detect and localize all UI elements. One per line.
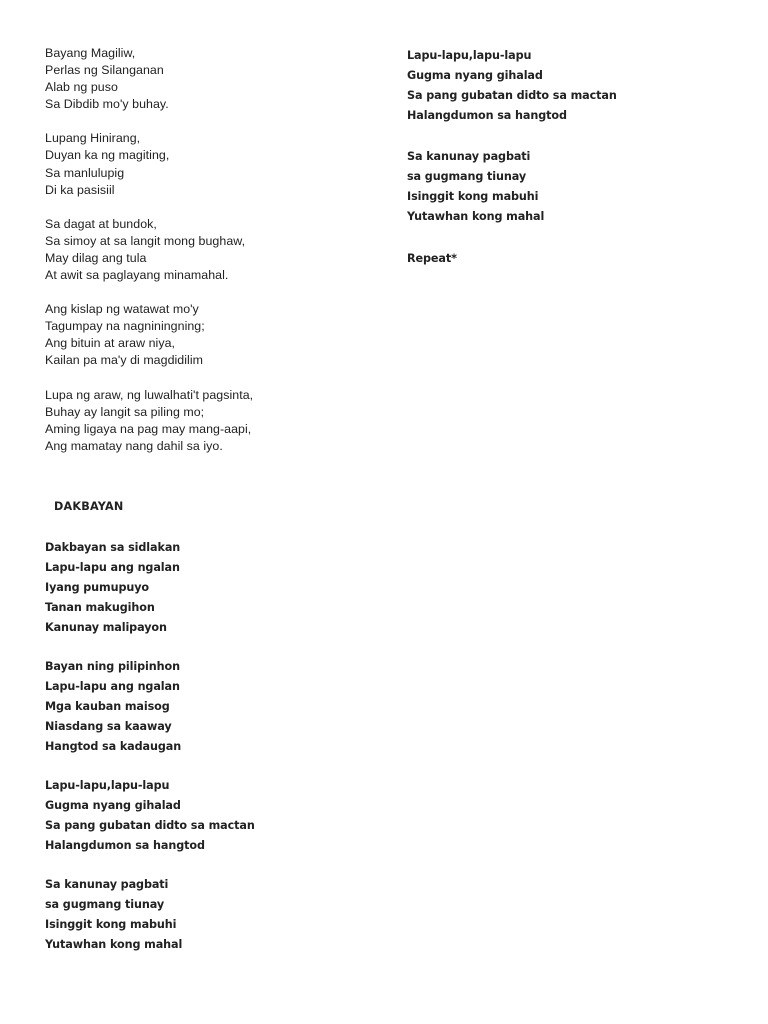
lyric-line: sa gugmang tiunay [45, 898, 165, 911]
lyric-line: Sa kanunay pagbati [45, 878, 169, 891]
lyric-line: Ang kislap ng watawat mo'y [45, 302, 199, 317]
lyric-line: Bayan ning pilipinhon [45, 660, 180, 673]
stanza [45, 130, 375, 198]
lyric-line: Lapu-lapu,lapu-lapu [407, 49, 532, 62]
lyric-line: Lupang Hinirang, [45, 131, 141, 146]
lyric-line: Buhay ay langit sa piling mo; [45, 404, 205, 419]
lyric-line: sa gugmang tiunay [407, 170, 527, 183]
stanza [45, 45, 375, 113]
lyric-line: Kailan pa ma'y di magdidilim [45, 353, 204, 368]
stanza [45, 776, 255, 856]
lyric-line: Lapu-lapu ang ngalan [45, 680, 180, 693]
lyric-line: Ang bituin at araw niya, [45, 336, 176, 351]
stanza [45, 538, 255, 638]
lupang-hinirang-lyrics [45, 45, 375, 472]
lyric-line: Niasdang sa kaaway [45, 720, 172, 733]
lyric-line: Kanunay malipayon [45, 621, 167, 634]
lyric-line: Halangdumon sa hangtod [45, 839, 205, 852]
lyric-line: Tanan makugihon [45, 601, 155, 614]
stanza [45, 387, 375, 455]
stanza [45, 216, 375, 284]
lyric-line: Sa Dibdib mo'y buhay. [45, 97, 169, 112]
lyric-line: Perlas ng Silanganan [45, 63, 164, 78]
lyric-line: Lapu-lapu,lapu-lapu [45, 779, 170, 792]
lyric-line: Lupa ng araw, ng luwalhati't pagsinta, [45, 387, 254, 402]
lyric-line: Iyang pumupuyo [45, 581, 150, 594]
lyric-line: Isinggit kong mabuhi [45, 918, 177, 931]
lyric-line: Sa manlulupig [45, 165, 125, 180]
lyric-line: Yutawhan kong mahal [45, 938, 183, 951]
lyric-line: Mga kauban maisog [45, 700, 170, 713]
lyric-line: Gugma nyang gihalad [45, 799, 181, 812]
lyric-line: Hangtod sa kadaugan [45, 740, 182, 753]
lyric-line: Tagumpay na nagniningning; [45, 319, 205, 334]
lyric-line: Sa pang gubatan didto sa mactan [45, 819, 255, 832]
lyric-line: Dakbayan sa sidlakan [45, 541, 181, 554]
dakbayan-lyrics [45, 538, 255, 974]
lyric-line: Sa pang gubatan didto sa mactan [407, 89, 617, 102]
stanza [407, 147, 737, 227]
stanza [45, 875, 255, 955]
lyric-line: Yutawhan kong mahal [407, 210, 545, 223]
lyric-line: Gugma nyang gihalad [407, 69, 543, 82]
lyric-line: Sa kanunay pagbati [407, 150, 531, 163]
lyric-line: May dilag ang tula [45, 250, 147, 265]
lyric-line: Duyan ka ng magiting, [45, 148, 170, 163]
stanza [45, 657, 255, 757]
lyric-line: Bayang Magiliw, [45, 46, 136, 60]
lyric-line: Isinggit kong mabuhi [407, 190, 539, 203]
stanza [45, 301, 375, 369]
lyric-line: Lapu-lapu ang ngalan [45, 561, 180, 574]
stanza [407, 46, 737, 126]
repeat-note: Repeat* [407, 252, 457, 265]
lyric-line: Halangdumon sa hangtod [407, 109, 567, 122]
lyric-line: Alab ng puso [45, 80, 118, 95]
lyric-line: Di ka pasisiil [45, 182, 115, 197]
dakbayan-title: DAKBAYAN [54, 500, 124, 513]
dakbayan-chorus-repeat-column [407, 46, 737, 269]
lyric-line: Ang mamatay nang dahil sa iyo. [45, 438, 223, 453]
lyric-line: Aming ligaya na pag may mang-aapi, [45, 421, 252, 436]
lyric-line: At awit sa paglayang minamahal. [45, 268, 229, 283]
lyric-line: Sa simoy at sa langit mong bughaw, [45, 233, 246, 248]
lyric-line: Sa dagat at bundok, [45, 216, 157, 231]
